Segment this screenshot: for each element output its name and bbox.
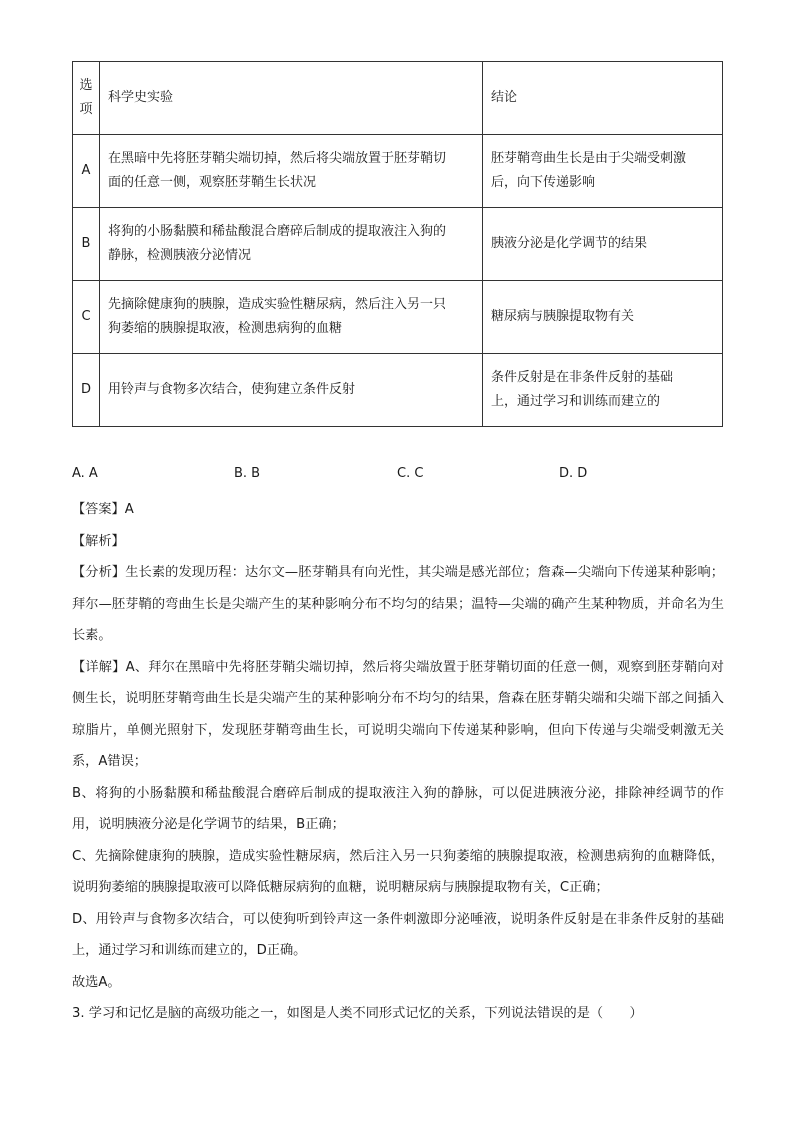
explanation-section [72, 494, 724, 1030]
row-experiment [100, 208, 483, 281]
row-conclusion-line: 条件反射是在非条件反射的基础 [491, 370, 674, 385]
row-conclusion-line: 后，向下传递影响 [491, 175, 596, 190]
header-experiment-cell: 科学史实验 [100, 62, 483, 135]
fenxi-label: 【分析】 [72, 565, 126, 580]
xiangjie-paragraph [72, 652, 724, 778]
row-experiment-line: 先摘除健康狗的胰腺，造成实验性糖尿病，然后注入另一只 [108, 297, 447, 312]
xiangjie-b-paragraph: B、将狗的小肠黏膜和稀盐酸混合磨碎后制成的提取液注入狗的静脉，可以促进胰液分泌，排除神经调节的作用，说明胰液分泌是化学调节的结果，B正确； [72, 785, 724, 832]
xiangjie-a-text: A、拜尔在黑暗中先将胚芽鞘尖端切掉，然后将尖端放置于胚芽鞘切面的任意一侧，观察到胚芽鞘向对侧生长，说明胚芽鞘弯曲生长是尖端产生的某种影响分布不均匀的结果，詹森在胚芽鞘尖端和尖端下部之间插入琼脂片，单侧光照射下，发现胚芽鞘弯曲生长，可说明尖端向下传递某种影响，但向下传递与尖端受刺激无关系，A错误； [72, 659, 724, 769]
table-row [73, 281, 723, 354]
header-conclusion-cell: 结论 [483, 62, 723, 135]
table-row [73, 354, 723, 427]
table-header-row [73, 62, 723, 135]
row-key: B [73, 208, 100, 281]
table-row [73, 135, 723, 208]
xiangjie-d-paragraph: D、用铃声与食物多次结合，可以使狗听到铃声这一条件刺激即分泌唾液，说明条件反射是在非条件反射的基础上，通过学习和训练而建立的，D正确。 [72, 911, 724, 958]
row-conclusion [483, 208, 723, 281]
fenxi-paragraph [72, 557, 724, 652]
answer-label: 【答案】 [72, 502, 125, 517]
row-experiment-line: 静脉，检测胰液分泌情况 [108, 248, 252, 263]
row-conclusion [483, 281, 723, 354]
xiangjie-c-paragraph: C、先摘除健康狗的胰腺，造成实验性糖尿病，然后注入另一只狗萎缩的胰腺提取液，检测患病狗的血糖降低，说明狗萎缩的胰腺提取液可以降低糖尿病狗的血糖，说明糖尿病与胰腺提取物有关，C正确； [72, 848, 724, 895]
option-c: C. C [397, 466, 424, 481]
fenxi-text: 生长素的发现历程：达尔文—胚芽鞘具有向光性，其尖端是感光部位；詹森—尖端向下传递某种影响；拜尔—胚芽鞘的弯曲生长是尖端产生的某种影响分布不均匀的结果；温特—尖端的确产生某种物质，并命名为生长素。 [72, 565, 724, 643]
experiment-table [72, 61, 723, 427]
final-choice: 故选A。 [72, 974, 121, 990]
answer-options [72, 466, 722, 486]
xiangjie-label: 【详解】 [72, 659, 126, 675]
row-conclusion-line: 上，通过学习和训练而建立的 [491, 394, 661, 409]
row-key: D [73, 354, 100, 427]
analysis-label: 【解析】 [72, 533, 125, 549]
row-conclusion [483, 354, 723, 427]
row-experiment [100, 281, 483, 354]
header-option-cell [73, 62, 100, 135]
answer-value: A [124, 502, 134, 517]
row-key: A [73, 135, 100, 208]
answer-line [72, 494, 724, 526]
row-conclusion-line: 糖尿病与胰腺提取物有关 [491, 309, 635, 324]
row-experiment [100, 354, 483, 427]
option-a: A. A [72, 466, 98, 481]
row-experiment [100, 135, 483, 208]
row-conclusion-line: 胚芽鞘弯曲生长是由于尖端受刺激 [491, 151, 687, 166]
option-d: D. D [559, 466, 588, 481]
option-b: B. B [234, 466, 261, 481]
row-key: C [73, 281, 100, 354]
row-experiment-line: 用铃声与食物多次结合，使狗建立条件反射 [108, 382, 356, 397]
header-option-line2: 项 [79, 102, 93, 117]
row-experiment-line: 狗萎缩的胰腺提取液，检测患病狗的血糖 [108, 321, 343, 336]
row-experiment-line: 在黑暗中先将胚芽鞘尖端切掉，然后将尖端放置于胚芽鞘切 [108, 151, 447, 166]
header-option-line1: 选 [79, 78, 93, 93]
table-row [73, 208, 723, 281]
row-experiment-line: 面的任意一侧，观察胚芽鞘生长状况 [108, 175, 317, 190]
next-question: 3. 学习和记忆是脑的高级功能之一，如图是人类不同形式记忆的关系，下列说法错误的是（ ） [72, 1006, 643, 1021]
row-conclusion-line: 胰液分泌是化学调节的结果 [491, 236, 648, 251]
row-experiment-line: 将狗的小肠黏膜和稀盐酸混合磨碎后制成的提取液注入狗的 [108, 224, 447, 239]
row-conclusion [483, 135, 723, 208]
